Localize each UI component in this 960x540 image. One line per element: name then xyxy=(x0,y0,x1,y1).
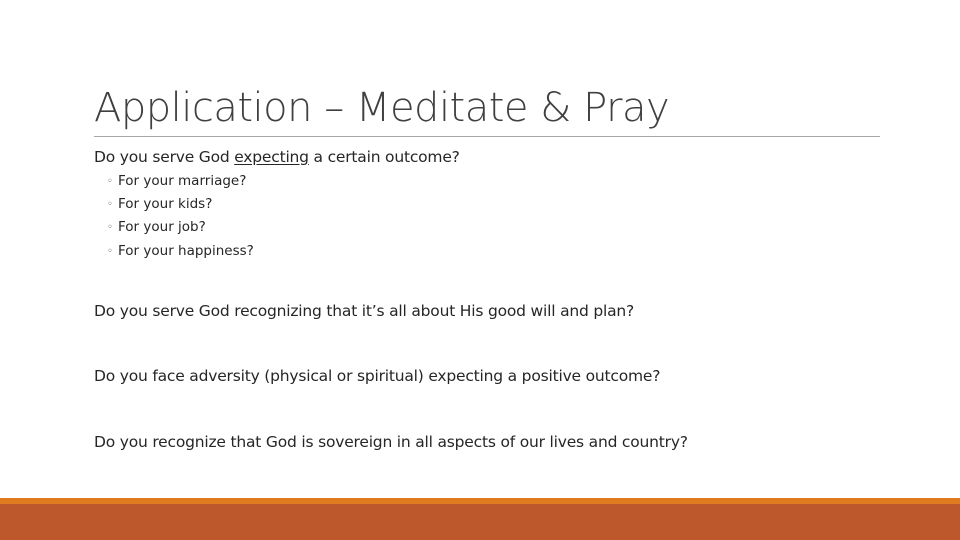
question-1-prefix: Do you serve God xyxy=(94,148,235,166)
footer-accent-band xyxy=(0,504,960,540)
list-item xyxy=(107,170,894,193)
list-item xyxy=(107,193,894,216)
slide-body xyxy=(94,146,894,453)
question-adversity: Do you face adversity (physical or spiritual) expecting a positive outcome? xyxy=(94,366,661,385)
list-item-label: For your job? xyxy=(118,219,206,236)
hollow-bullet-icon: ◦ xyxy=(107,222,113,234)
question-sovereignty: Do you recognize that God is sovereign in all aspects of our lives and country? xyxy=(94,432,688,451)
list-item xyxy=(107,240,894,263)
hollow-bullet-icon: ◦ xyxy=(107,176,113,187)
list-item-label: For your kids? xyxy=(118,196,213,213)
question-1-emphasis: expecting xyxy=(234,148,309,166)
question-expecting-outcome xyxy=(94,146,894,168)
title-divider xyxy=(94,136,880,137)
hollow-bullet-icon: ◦ xyxy=(107,245,113,257)
question-1-suffix: a certain outcome? xyxy=(308,148,460,166)
list-item-label: For your happiness? xyxy=(118,242,254,259)
slide-title: Application – Meditate & Pray xyxy=(94,85,670,131)
sub-question-list xyxy=(94,170,894,263)
list-item xyxy=(107,216,894,239)
question-good-will-plan: Do you serve God recognizing that it’s all about His good will and plan? xyxy=(94,301,635,320)
hollow-bullet-icon: ◦ xyxy=(107,199,113,211)
list-item-label: For your marriage? xyxy=(118,173,247,189)
